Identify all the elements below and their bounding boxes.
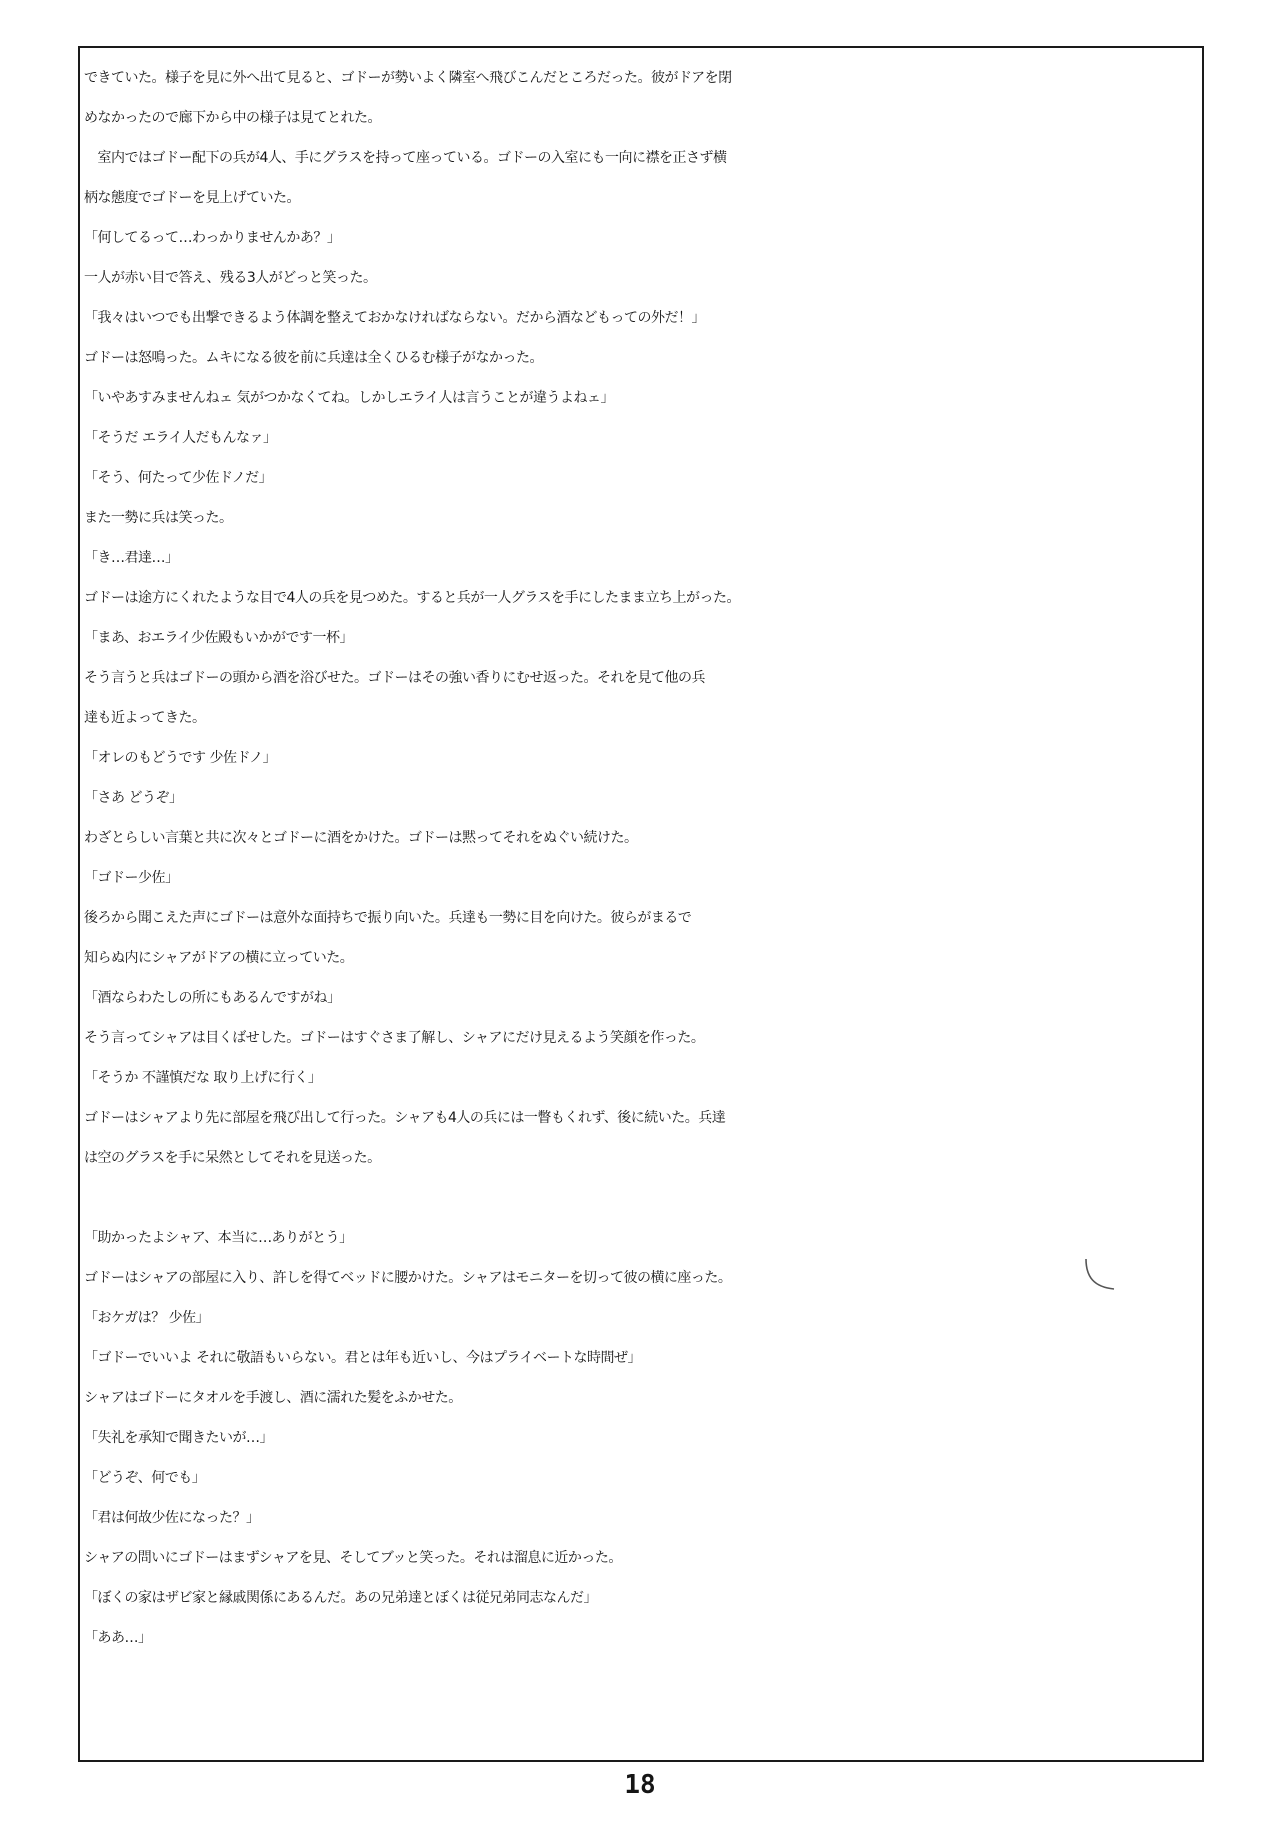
text-line: 「酒ならわたしの所にもあるんですがね」 (84, 990, 341, 1006)
text-line: 「そう、何たって少佐ドノだ」 (84, 470, 273, 486)
text-line: 室内ではゴドー配下の兵が4人、手にグラスを持って座っている。ゴドーの入室にも一向に襟を正さず横 (84, 150, 727, 166)
text-line: シャアの問いにゴドーはまずシャアを見、そしてブッと笑った。それは溜息に近かった。 (84, 1550, 622, 1566)
text-line: 「助かったよシャア、本当に…ありがとう」 (84, 1230, 353, 1246)
text-line: 「どうぞ、何でも」 (84, 1470, 206, 1486)
text-line: また一勢に兵は笑った。 (84, 510, 233, 526)
text-line: めなかったので廊下から中の様子は見てとれた。 (84, 110, 381, 126)
text-line: 「さあ どうぞ」 (84, 790, 183, 806)
text-line: そう言ってシャアは目くばせした。ゴドーはすぐさま了解し、シャアにだけ見えるよう笑顔を作った。 (84, 1030, 705, 1046)
text-line: そう言うと兵はゴドーの頭から酒を浴びせた。ゴドーはその強い香りにむせ返った。それを見て他の兵 (84, 670, 705, 686)
text-line: 「き…君達…」 (84, 550, 179, 566)
page-number: 18 (624, 1770, 656, 1800)
text-line: は空のグラスを手に呆然としてそれを見送った。 (84, 1150, 381, 1166)
text-line: 「そうか 不謹慎だな 取り上げに行く」 (84, 1070, 322, 1086)
text-line: 「ゴドー少佐」 (84, 870, 179, 886)
text-line: 「オレのもどうです 少佐ドノ」 (84, 750, 277, 766)
text-line: 「まあ、おエライ少佐殿もいかがです一杯」 (84, 630, 354, 646)
text-line: ゴドーはシャアの部屋に入り、許しを得てベッドに腰かけた。シャアはモニターを切って彼の横に座った。 (84, 1270, 732, 1286)
text-line: 知らぬ内にシャアがドアの横に立っていた。 (84, 950, 354, 966)
text-line: 達も近よってきた。 (84, 710, 206, 726)
text-line: 「おケガは？ 少佐」 (84, 1310, 210, 1326)
pencil-mark (1080, 1255, 1120, 1295)
text-line: 後ろから聞こえた声にゴドーは意外な面持ちで振り向いた。兵達も一勢に目を向けた。彼らがまるで (84, 910, 692, 926)
text-line: 柄な態度でゴドーを見上げていた。 (84, 190, 300, 206)
manuscript-text-block (84, 58, 1200, 1658)
text-line: 「我々はいつでも出撃できるよう体調を整えておかなければならない。だから酒などもっての外だ！」 (84, 310, 705, 326)
text-line: 「そうだ エライ人だもんなァ」 (84, 430, 277, 446)
text-line: 一人が赤い目で答え、残る3人がどっと笑った。 (84, 270, 377, 286)
text-line: 「ゴドーでいいよ それに敬語もいらない。君とは年も近いし、今はプライベートな時間ぜ」 (84, 1350, 642, 1366)
text-line: 「失礼を承知で聞きたいが…」 (84, 1430, 273, 1446)
text-line (84, 1178, 1200, 1218)
text-line: 「いやあすみませんねェ 気がつかなくてね。しかしエライ人は言うことが違うよねェ」 (84, 390, 615, 406)
text-line: できていた。様子を見に外へ出て見ると、ゴドーが勢いよく隣室へ飛びこんだところだった。彼がドアを閉 (84, 70, 732, 86)
text-line: 「君は何故少佐になった？」 (84, 1510, 260, 1526)
text-line: シャアはゴドーにタオルを手渡し、酒に濡れた髪をふかせた。 (84, 1390, 462, 1406)
text-line: わざとらしい言葉と共に次々とゴドーに酒をかけた。ゴドーは黙ってそれをぬぐい続けた。 (84, 830, 638, 846)
text-line: ゴドーは途方にくれたような目で4人の兵を見つめた。すると兵が一人グラスを手にしたまま立ち上がった。 (84, 590, 740, 606)
text-line: 「ぼくの家はザビ家と縁戚関係にあるんだ。あの兄弟達とぼくは従兄弟同志なんだ」 (84, 1590, 597, 1606)
text-line: ゴドーは怒鳴った。ムキになる彼を前に兵達は全くひるむ様子がなかった。 (84, 350, 543, 366)
text-line: 「ああ…」 (84, 1630, 152, 1646)
text-line: ゴドーはシャアより先に部屋を飛び出して行った。シャアも4人の兵には一瞥もくれず、後に続いた。兵達 (84, 1110, 726, 1126)
text-line: 「何してるって…わっかりませんかあ？」 (84, 230, 341, 246)
